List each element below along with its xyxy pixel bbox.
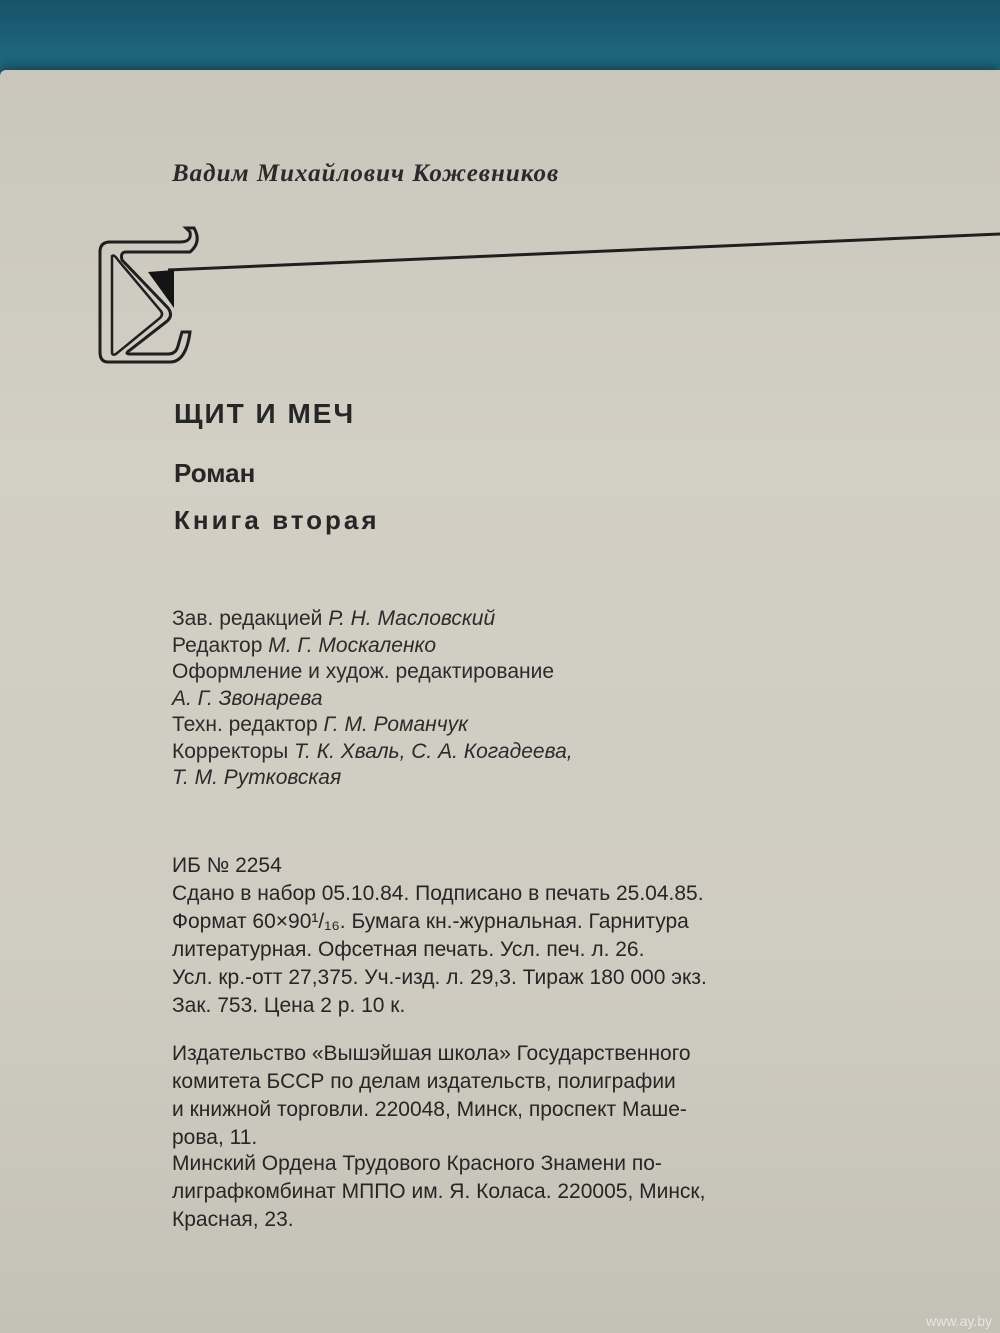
imprint-line: Усл. кр.-отт 27,375. Уч.-изд. л. 29,3. Тираж 180 000 экз. — [172, 966, 707, 989]
credit-name: Г. М. Романчук — [323, 713, 469, 736]
credits-block — [172, 606, 573, 792]
credit-line — [172, 659, 573, 686]
imprint-line: Сдано в набор 05.10.84. Подписано в печать 25.04.85. — [172, 882, 704, 905]
credit-name: А. Г. Звонарева — [172, 686, 323, 710]
credit-role: Зав. редакцией — [172, 607, 323, 630]
publisher-line: рова, 11. — [172, 1126, 258, 1149]
publisher-line: Издательство «Вышэйшая школа» Государственного — [172, 1042, 691, 1065]
credit-line — [172, 686, 573, 713]
book-genre: Роман — [174, 458, 256, 488]
publisher-logo-icon — [90, 222, 1000, 372]
book-title: ЩИТ И МЕЧ — [174, 398, 356, 429]
publisher-line: комитета БССР по делам издательств, полиграфии — [172, 1070, 676, 1093]
credit-name: Т. К. Хваль, С. А. Когадеева, — [294, 739, 573, 763]
imprint-line: литературная. Офсетная печать. Усл. печ. л. 26. — [172, 938, 645, 961]
credit-line — [172, 606, 573, 633]
imprint-line: ИБ № 2254 — [172, 854, 282, 877]
imprint-block — [172, 852, 862, 1020]
credit-name: М. Г. Москаленко — [268, 633, 437, 657]
credit-line — [172, 712, 573, 739]
imprint-line: Формат 60×90¹/₁₆. Бумага кн.-журнальная. Гарнитура — [172, 910, 689, 933]
credit-line — [172, 633, 573, 660]
site-watermark: www.ay.by — [926, 1313, 992, 1329]
credit-line — [172, 739, 573, 766]
publisher-line: и книжной торговли. 220048, Минск, проспект Маше- — [172, 1098, 687, 1121]
credit-name: Т. М. Рутковская — [172, 766, 342, 789]
credit-line — [172, 765, 573, 792]
publisher-block — [172, 1040, 862, 1152]
credit-role: Корректоры — [172, 739, 289, 763]
credit-name: Р. Н. Масловский — [328, 607, 496, 630]
printer-line: Минский Ордена Трудового Красного Знамени по- — [172, 1152, 662, 1175]
credit-role: Редактор — [172, 633, 263, 657]
printer-line: лиграфкомбинат МППО им. Я. Коласа. 220005, Минск, — [172, 1180, 706, 1203]
credit-role: Техн. редактор — [172, 713, 318, 736]
imprint-line: Зак. 753. Цена 2 р. 10 к. — [172, 994, 406, 1017]
printer-line: Красная, 23. — [172, 1208, 294, 1231]
printer-block — [172, 1150, 862, 1234]
credit-role: Оформление и худож. редактирование — [172, 660, 555, 683]
book-volume: Книга вторая — [174, 505, 380, 535]
author-name: Вадим Михайлович Кожевников — [172, 160, 560, 187]
